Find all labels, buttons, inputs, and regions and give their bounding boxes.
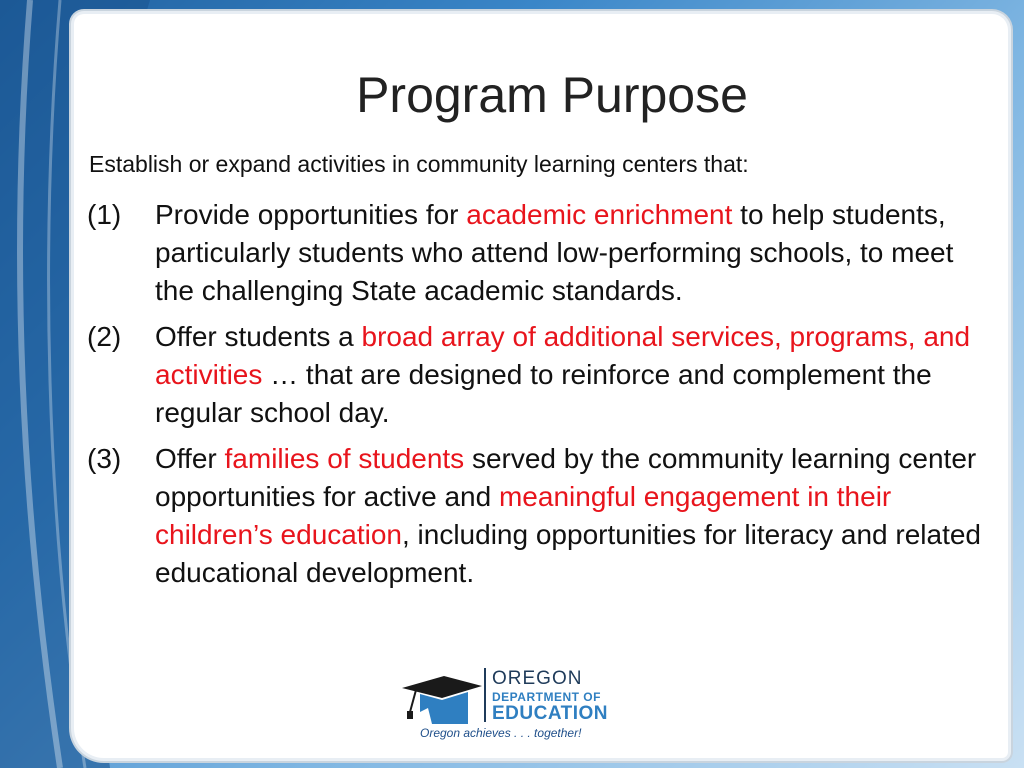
- logo-divider: [484, 668, 486, 722]
- highlight-span: academic enrichment: [466, 199, 733, 230]
- logo-oregon-text: OREGON: [492, 668, 583, 689]
- item-number: (2): [87, 321, 122, 352]
- item-number: (3): [87, 443, 122, 474]
- list-item: [87, 196, 997, 310]
- purpose-list: [87, 196, 997, 600]
- oregon-education-logo: [398, 664, 608, 746]
- item-number: (1): [87, 199, 122, 230]
- text-span: to help students, particularly students who attend low-performing schools, to meet the challenging State academic standards.: [155, 199, 954, 306]
- item-text: [155, 318, 997, 432]
- item-text: [155, 196, 997, 310]
- highlight-span: broad array of additional services, programs, and activities: [155, 321, 971, 390]
- text-span: … that are designed to reinforce and complement the regular school day.: [155, 359, 932, 428]
- text-span: Provide opportunities for: [155, 199, 467, 230]
- logo-tagline: Oregon achieves . . . together!: [420, 726, 582, 740]
- logo-education-text: EDUCATION: [492, 703, 609, 724]
- list-item: [87, 318, 997, 432]
- text-span: served by the community learning center opportunities for active and: [155, 443, 977, 512]
- text-span: , including opportunities for literacy and related educational development.: [155, 519, 981, 588]
- text-span: Offer: [155, 443, 225, 474]
- highlight-span: families of students: [224, 443, 465, 474]
- intro-text: Establish or expand activities in community learning centers that:: [89, 151, 749, 177]
- list-item: [87, 440, 997, 592]
- graduation-cap-icon: [398, 668, 484, 728]
- slide-title: Program Purpose: [356, 67, 748, 123]
- text-span: Offer students a: [155, 321, 362, 352]
- highlight-span: meaningful engagement in their children’s education: [155, 481, 892, 550]
- logo-department-text: DEPARTMENT OF: [492, 690, 601, 704]
- logo-wordmark: [492, 668, 608, 724]
- item-text: [155, 440, 997, 592]
